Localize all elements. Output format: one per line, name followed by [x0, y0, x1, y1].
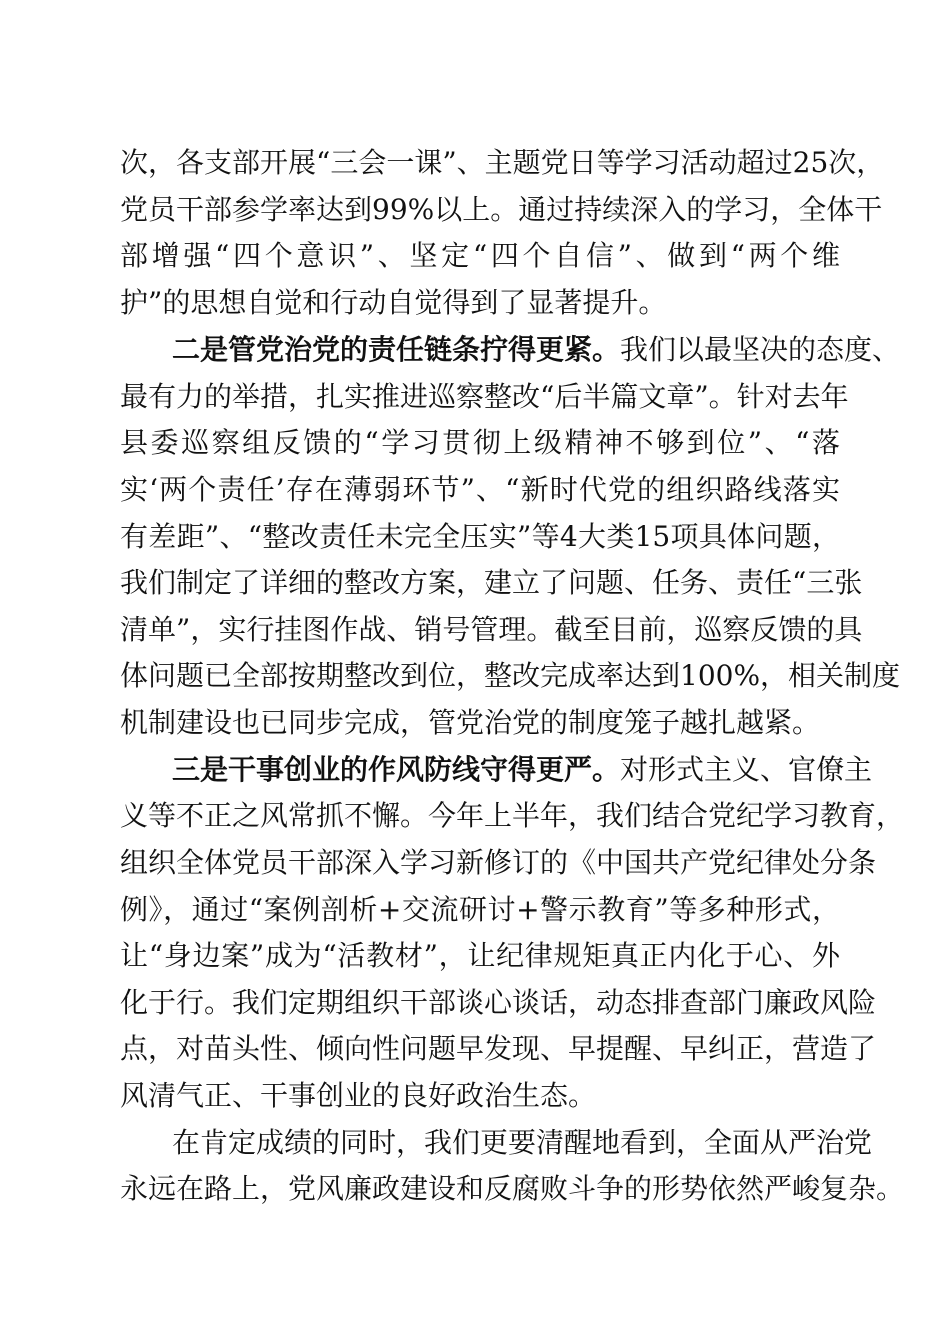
paragraph-3-line-5: 让“身边案”成为“活教材”，让纪律规矩真正内化于心、外 [120, 939, 840, 972]
paragraph-3-line-2: 义等不正之风常抓不懈。今年上半年，我们结合党纪学习教育， [120, 799, 905, 832]
paragraph-2-line-1 [172, 330, 901, 370]
paragraph-1-line-4: 护”的思想自觉和行动自觉得到了显著提升。 [120, 286, 667, 319]
paragraph-2-line-7: 清单”，实行挂图作战、销号管理。截至目前，巡察反馈的具 [120, 613, 863, 646]
paragraph-2-line-1-rest: 我们以最坚决的态度、 [620, 333, 901, 366]
paragraph-1-line-1: 次，各支部开展“三会一课”、主题党日等学习活动超过25次， [120, 146, 885, 179]
paragraph-3-line-4: 例》，通过“案例剖析+交流研讨+警示教育”等多种形式， [120, 893, 840, 926]
paragraph-2-lead-heading: 二是管党治党的责任链条拧得更紧。 [172, 333, 621, 366]
paragraph-2-line-3: 县委巡察组反馈的“学习贯彻上级精神不够到位”、“落 [120, 426, 840, 459]
paragraph-3-line-3: 组织全体党员干部深入学习新修订的《中国共产党纪律处分条 [120, 846, 877, 879]
paragraph-3-line-7: 点，对苗头性、倾向性问题早发现、早提醒、早纠正，营造了 [120, 1032, 877, 1065]
paragraph-3-lead-heading: 三是干事创业的作风防线守得更严。 [172, 753, 621, 786]
paragraph-4-line-1: 在肯定成绩的同时，我们更要清醒地看到，全面从严治党 [172, 1126, 873, 1159]
paragraph-4-line-2: 永远在路上，党风廉政建设和反腐败斗争的形势依然严峻复杂。 [120, 1172, 905, 1205]
paragraph-3-line-1 [172, 750, 873, 790]
paragraph-2-line-8: 体问题已全部按期整改到位，整改完成率达到100%，相关制度 [120, 659, 901, 692]
paragraph-3-line-8: 风清气正、干事创业的良好政治生态。 [120, 1079, 597, 1112]
paragraph-3-line-6: 化于行。我们定期组织干部谈心谈话，动态排查部门廉政风险 [120, 986, 877, 1019]
paragraph-2-line-6: 我们制定了详细的整改方案，建立了问题、任务、责任“三张 [120, 566, 863, 599]
paragraph-1-line-3: 部增强“四个意识”、坚定“四个自信”、做到“两个维 [120, 239, 840, 272]
paragraph-2-line-2: 最有力的举措，扎实推进巡察整改“后半篇文章”。针对去年 [120, 380, 849, 413]
paragraph-1-line-2: 党员干部参学率达到99%以上。通过持续深入的学习，全体干 [120, 193, 883, 226]
paragraph-3-line-1-rest: 对形式主义、官僚主 [620, 753, 873, 786]
paragraph-2-line-4: 实‘两个责任’存在薄弱环节”、“新时代党的组织路线落实 [120, 473, 840, 506]
paragraph-2-line-5: 有差距”、“整改责任未完全压实”等4大类15项具体问题， [120, 520, 840, 553]
paragraph-2-line-9: 机制建设也已同步完成，管党治党的制度笼子越扎越紧。 [120, 706, 821, 739]
